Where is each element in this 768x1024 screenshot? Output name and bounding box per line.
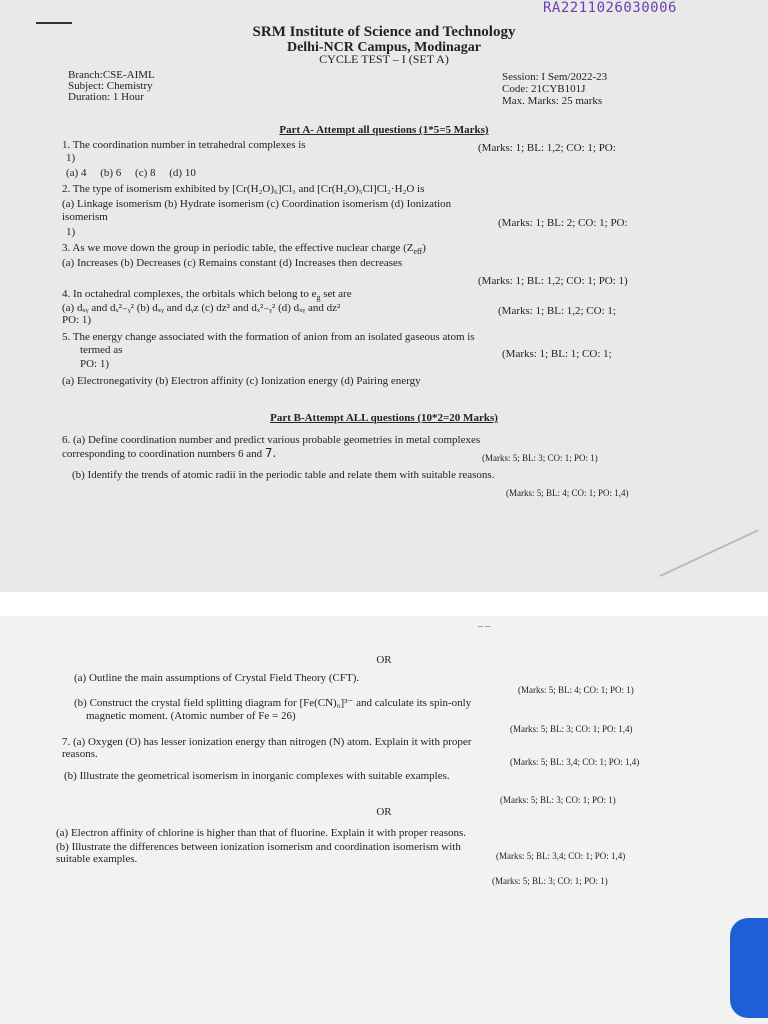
stray-mark: – – — [478, 621, 491, 632]
q2-text: 2. The type of isomerism exhibited by [Cr(H₂O)₆]Cl₃ and [Cr(H₂O)₅Cl]Cl₂·H₂O is — [62, 183, 425, 195]
q5-marks: (Marks: 1; BL: 1; CO: 1; — [502, 348, 612, 360]
q2-marks: (Marks: 1; BL: 2; CO: 1; PO: — [498, 217, 628, 229]
page-gap — [0, 592, 768, 616]
q4-marks: (Marks: 1; BL: 1,2; CO: 1; — [498, 305, 616, 317]
exam-sheet-bottom — [0, 616, 768, 1024]
part-a-heading: Part A- Attempt all questions (1*5=5 Marks) — [279, 124, 489, 136]
campus-name: Delhi-NCR Campus, Modinagar — [286, 40, 482, 55]
alt7b-line1: (b) Illustrate the differences between ionization isomerism and coordination isomerism with — [56, 841, 461, 853]
q5-text-end: termed as — [80, 344, 123, 356]
q6a-line1: 6. (a) Define coordination number and predict various probable geometries in metal complexes — [62, 434, 481, 446]
q3-options: (a) Increases (b) Decreases (c) Remains constant (d) Increases then decreases — [62, 257, 403, 269]
q6b-line1: (b) Identify the trends of atomic radii in the periodic table and relate them with suitable reasons. — [72, 469, 495, 481]
q3-text: 3. As we move down the group in periodic table, the effective nuclear charge $(Z_{eff})$ — [62, 242, 426, 257]
q1-marks-end: 1) — [66, 152, 76, 164]
branch: Branch:CSE-AIML — [68, 69, 155, 81]
duration: Duration: 1 Hour — [68, 91, 144, 103]
q4-options: (a) dₓᵧ and dₓ²₋ᵧ² (b) dₓᵧ and dᵧz (c) dz² and dₓ²₋ᵧ² (d) dₓᵧ and dz² — [62, 302, 341, 314]
alt6a-marks: (Marks: 5; BL: 4; CO: 1; PO: 1) — [518, 685, 634, 695]
alt6b-line2: magnetic moment. (Atomic number of Fe = 26) — [86, 710, 296, 722]
part-b-heading: Part B-Attempt ALL questions (10*2=20 Marks) — [270, 412, 498, 424]
q6a-marks: (Marks: 5; BL: 3; CO: 1; PO: 1) — [482, 453, 598, 463]
alt7a-marks: (Marks: 5; BL: 3,4; CO: 1; PO: 1,4) — [496, 851, 626, 861]
course-code: Code: 21CYB101J — [502, 83, 586, 95]
q5-marks-end: PO: 1) — [80, 358, 110, 370]
alt6a-line1: (a) Outline the main assumptions of Crystal Field Theory (CFT). — [74, 672, 360, 684]
alt6b-line1: (b) Construct the crystal field splitting diagram for [Fe(CN)₆]³⁻ and calculate its spin-only — [74, 697, 472, 709]
register-number: RA2211026030006 — [543, 0, 677, 16]
alt7b-marks: (Marks: 5; BL: 3; CO: 1; PO: 1) — [492, 876, 608, 886]
q1-options: (a) 4 (b) 6 (c) 8 (d) 10 — [66, 167, 196, 179]
subject: Subject: Chemistry — [68, 80, 153, 92]
blue-object — [730, 918, 768, 1018]
institute-name: SRM Institute of Science and Technology — [252, 24, 516, 40]
q5-text: 5. The energy change associated with the formation of anion from an isolated gaseous atom is — [62, 331, 475, 343]
handwritten-seven: 7. — [264, 446, 277, 460]
q1-text: 1. The coordination number in tetrahedral complexes is — [62, 139, 306, 151]
max-marks: Max. Marks: 25 marks — [502, 95, 603, 107]
q2-options-end: isomerism — [62, 211, 108, 223]
q7a-marks: (Marks: 5; BL: 3,4; CO: 1; PO: 1,4) — [510, 757, 640, 767]
paper-fold — [660, 529, 759, 576]
session: Session: I Sem/2022-23 — [502, 71, 608, 83]
q5-options: (a) Electronegativity (b) Electron affinity (c) Ionization energy (d) Pairing energy — [62, 375, 421, 387]
or-divider-1: OR — [376, 654, 392, 666]
q7b-line1: (b) Illustrate the geometrical isomerism in inorganic complexes with suitable examples. — [64, 770, 450, 782]
q1-marks: (Marks: 1; BL: 1,2; CO: 1; PO: — [478, 142, 616, 154]
q6b-marks: (Marks: 5; BL: 4; CO: 1; PO: 1,4) — [506, 488, 629, 498]
q2-marks-end: 1) — [66, 226, 76, 238]
q7a-line2: reasons. — [62, 748, 98, 760]
q6a-line2: corresponding to coordination numbers 6 and 7. — [62, 446, 277, 460]
q7a-line1: 7. (a) Oxygen (O) has lesser ionization energy than nitrogen (N) atom. Explain it with proper — [62, 736, 472, 748]
alt7b-line2: suitable examples. — [56, 853, 138, 865]
alt6b-marks: (Marks: 5; BL: 3; CO: 1; PO: 1,4) — [510, 724, 633, 734]
q2-options: (a) Linkage isomerism (b) Hydrate isomerism (c) Coordination isomerism (d) Ionization — [62, 198, 452, 210]
q3-marks: (Marks: 1; BL: 1,2; CO: 1; PO: 1) — [478, 275, 628, 287]
exam-title: CYCLE TEST – I (SET A) — [319, 52, 449, 66]
q4-text: 4. In octahedral complexes, the orbitals which belong to $e_g$ set are — [62, 288, 352, 303]
q4-marks-end: PO: 1) — [62, 314, 92, 326]
alt7a-line1: (a) Electron affinity of chlorine is higher than that of fluorine. Explain it with proper reasons. — [56, 827, 467, 839]
or-divider-2: OR — [376, 806, 392, 818]
q7b-marks: (Marks: 5; BL: 3; CO: 1; PO: 1) — [500, 795, 616, 805]
